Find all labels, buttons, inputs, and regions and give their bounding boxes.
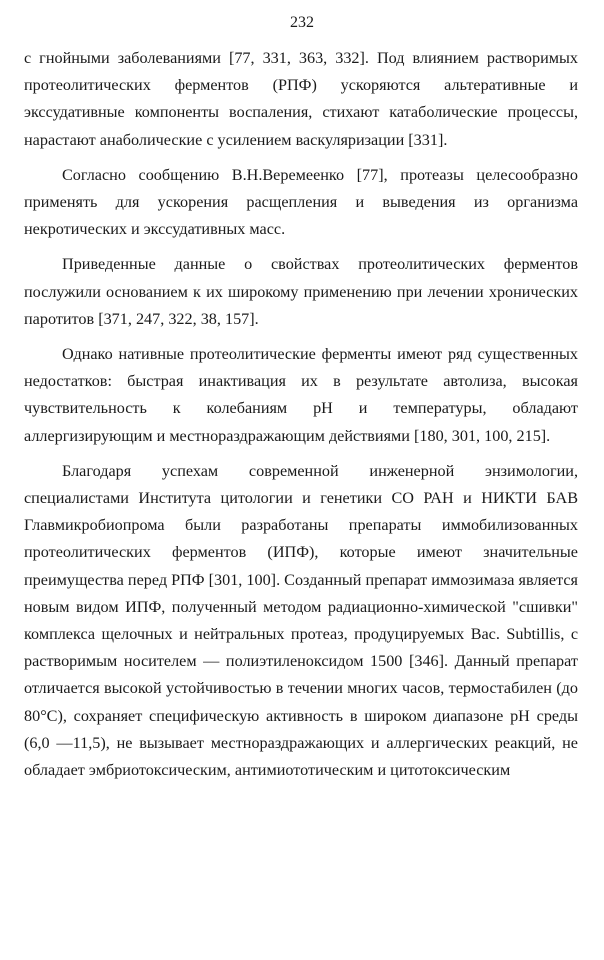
paragraph-4: Однако нативные протеолитические ферменты имеют ряд существенных недостатков: быстрая инактивация их в результате автолиза, высокая чувствительность к колебаниям pH и температуры, обладают аллергизирующим и местнораздражающим действиями [180, 301, 100, 215].	[24, 345, 578, 445]
paragraph-5: Благодаря успехам современной инженерной энзимологии, специалистами Института цитологии и генетики СО РАН и НИКТИ БАВ Главмикробиопрома были разработаны препараты иммобилизованных протеолитических ферментов (ИПФ), которые имеют значительные преимущества перед РПФ [301, 100]. Созданный препарат иммозимаза является новым видом ИПФ, полученный методом радиационно-химической "сшивки" комплекса щелочных и нейтральных протеаз, продуцируемых Bac. Subtillis, с растворимым носителем — полиэтиленоксидом 1500 [346]. Данный препарат отличается высокой устойчивостью в течении многих часов, термостабилен (до 80°С), сохраняет специфическую активность в широком диапазоне pH среды (6,0 —11,5), не вызывает местнораздражающих и аллергических реакций, не обладает эмбриотоксическим, антимиототическим и цитотоксическим	[24, 461, 579, 780]
paragraph-2: Согласно сообщению В.Н.Веремеенко [77], протеазы целесообразно применять для ускорения расщепления и выведения из организма некротических и экссудативных масс.	[24, 165, 578, 239]
paragraph-3: Приведенные данные о свойствах протеолитических ферментов послужили основанием к их широкому применению при лечении хронических паротитов [371, 247, 322, 38, 157].	[24, 255, 578, 328]
paragraph-1: с гнойными заболеваниями [77, 331, 363, 332]. Под влиянием растворимых протеолитических ферментов (РПФ) ускоряются альтеративные и экссудативные компоненты воспаления, стихают катаболические процессы, нарастают анаболические с усилением васкуляризации [331].	[24, 49, 578, 149]
page-number: 232	[290, 14, 314, 31]
text-body	[24, 45, 578, 784]
